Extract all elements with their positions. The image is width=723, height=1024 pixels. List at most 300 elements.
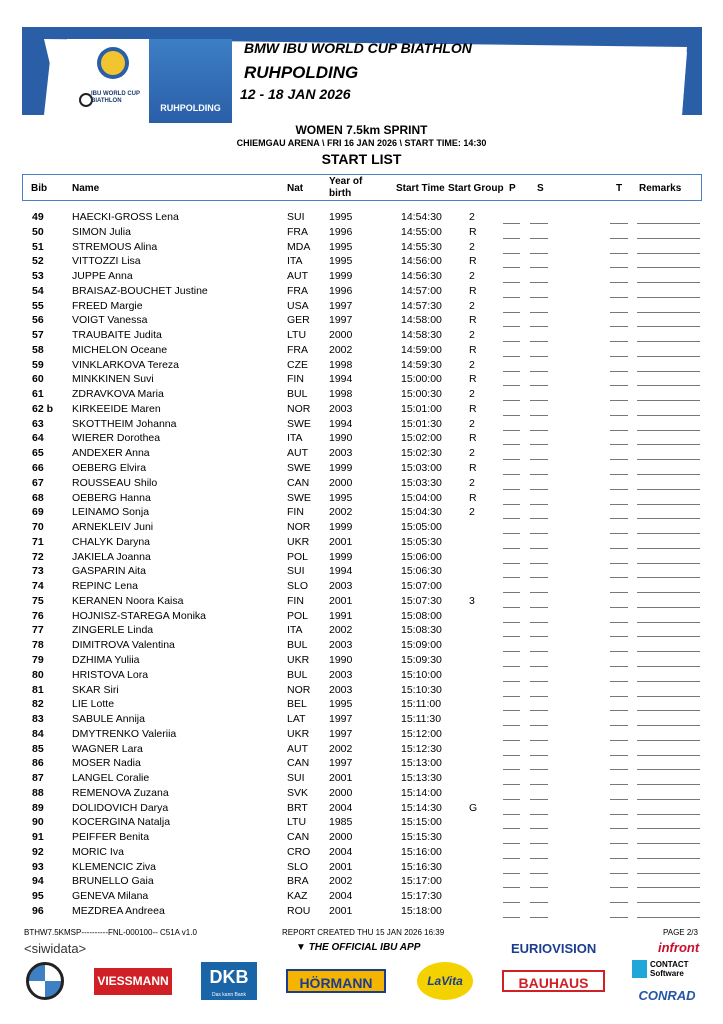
t-blank-line <box>610 917 628 918</box>
s-blank-line <box>530 858 548 859</box>
col-p: P <box>509 183 516 194</box>
p-blank-line <box>503 385 520 386</box>
t-blank-line <box>610 371 628 372</box>
table-row <box>0 669 723 684</box>
s-blank-line <box>530 636 548 637</box>
t-blank-line <box>610 887 628 888</box>
table-row <box>0 241 723 256</box>
table-row <box>0 388 723 403</box>
start-group-cell: 2 <box>469 447 475 460</box>
s-blank-line <box>530 326 548 327</box>
t-blank-line <box>610 622 628 623</box>
nat-cell: UKR <box>287 653 310 666</box>
start-time-cell: 15:17:00 <box>401 875 442 888</box>
s-blank-line <box>530 400 548 401</box>
remarks-blank-line <box>637 843 700 844</box>
table-row <box>0 359 723 374</box>
yob-cell: 1995 <box>329 255 353 268</box>
start-time-cell: 15:09:30 <box>401 653 442 666</box>
table-row <box>0 684 723 699</box>
col-remarks: Remarks <box>639 183 682 194</box>
t-blank-line <box>610 297 628 298</box>
nat-cell: POL <box>287 609 309 622</box>
p-blank-line <box>503 622 520 623</box>
nat-cell: SUI <box>287 565 305 578</box>
name-cell: FREED Margie <box>72 299 143 312</box>
remarks-blank-line <box>637 474 700 475</box>
bib-cell: 59 <box>32 358 44 371</box>
start-time-cell: 15:07:30 <box>401 594 442 607</box>
name-cell: DOLIDOVICH Darya <box>72 801 169 814</box>
start-time-cell: 15:11:30 <box>401 713 442 726</box>
p-blank-line <box>503 666 520 667</box>
p-blank-line <box>503 223 520 224</box>
nat-cell: LTU <box>287 816 307 829</box>
start-time-cell: 15:08:30 <box>401 624 442 637</box>
p-blank-line <box>503 267 520 268</box>
start-group-cell: 2 <box>469 270 475 283</box>
name-cell: VITTOZZI Lisa <box>72 255 141 268</box>
p-blank-line <box>503 533 520 534</box>
start-group-cell: 2 <box>469 358 475 371</box>
table-row <box>0 270 723 285</box>
bauhaus-logo: BAUHAUS <box>502 970 605 992</box>
p-blank-line <box>503 518 520 519</box>
remarks-blank-line <box>637 326 700 327</box>
remarks-blank-line <box>637 666 700 667</box>
ibu-app-logo <box>296 942 420 953</box>
start-group-cell: R <box>469 373 477 386</box>
nat-cell: SWE <box>287 417 311 430</box>
dkb-logo <box>201 962 257 1000</box>
p-blank-line <box>503 799 520 800</box>
start-time-cell: 15:12:00 <box>401 727 442 740</box>
nat-cell: LAT <box>287 713 306 726</box>
bib-cell: 84 <box>32 727 44 740</box>
start-time-cell: 14:57:00 <box>401 284 442 297</box>
table-row <box>0 624 723 639</box>
race-title: WOMEN 7.5km SPRINT <box>295 123 428 137</box>
t-blank-line <box>610 489 628 490</box>
viessmann-logo: VIESSMANN <box>94 968 172 995</box>
start-time-cell: 15:04:30 <box>401 506 442 519</box>
bib-cell: 92 <box>32 845 44 858</box>
s-blank-line <box>530 504 548 505</box>
start-time-cell: 14:59:30 <box>401 358 442 371</box>
bib-cell: 53 <box>32 270 44 283</box>
p-blank-line <box>503 740 520 741</box>
s-blank-line <box>530 887 548 888</box>
remarks-blank-line <box>637 253 700 254</box>
remarks-blank-line <box>637 563 700 564</box>
t-blank-line <box>610 282 628 283</box>
remarks-blank-line <box>637 902 700 903</box>
start-group-cell: 2 <box>469 299 475 312</box>
table-row <box>0 757 723 772</box>
t-blank-line <box>610 577 628 578</box>
name-cell: REPINC Lena <box>72 580 138 593</box>
yob-cell: 2000 <box>329 329 353 342</box>
nat-cell: FRA <box>287 343 308 356</box>
start-time-cell: 14:55:00 <box>401 225 442 238</box>
yob-cell: 2003 <box>329 402 353 415</box>
table-row <box>0 639 723 654</box>
table-row <box>0 743 723 758</box>
bib-cell: 91 <box>32 831 44 844</box>
p-blank-line <box>503 887 520 888</box>
name-cell: DIMITROVA Valentina <box>72 639 175 652</box>
yob-cell: 1999 <box>329 521 353 534</box>
s-blank-line <box>530 430 548 431</box>
p-blank-line <box>503 341 520 342</box>
col-nat: Nat <box>287 183 304 194</box>
remarks-blank-line <box>637 887 700 888</box>
remarks-blank-line <box>637 917 700 918</box>
p-blank-line <box>503 297 520 298</box>
s-blank-line <box>530 533 548 534</box>
remarks-blank-line <box>637 415 700 416</box>
s-blank-line <box>530 223 548 224</box>
t-blank-line <box>610 725 628 726</box>
p-blank-line <box>503 371 520 372</box>
t-blank-line <box>610 607 628 608</box>
start-time-cell: 15:10:30 <box>401 683 442 696</box>
conrad-logo: CONRAD <box>633 987 701 1005</box>
start-time-cell: 14:55:30 <box>401 240 442 253</box>
name-cell: OEBERG Elvira <box>72 462 147 475</box>
ibu-app-text: THE OFFICIAL IBU APP <box>308 942 421 953</box>
remarks-blank-line <box>637 873 700 874</box>
yob-cell: 2000 <box>329 786 353 799</box>
bib-cell: 78 <box>32 639 44 652</box>
bmw-logo <box>26 962 64 1000</box>
start-time-cell: 15:14:00 <box>401 786 442 799</box>
start-time-cell: 15:00:30 <box>401 388 442 401</box>
nat-cell: AUT <box>287 270 308 283</box>
start-time-cell: 15:10:00 <box>401 668 442 681</box>
start-time-cell: 15:08:00 <box>401 609 442 622</box>
nat-cell: AUT <box>287 742 308 755</box>
yob-cell: 2001 <box>329 535 353 548</box>
t-blank-line <box>610 253 628 254</box>
nat-cell: CZE <box>287 358 308 371</box>
start-time-cell: 15:03:30 <box>401 476 442 489</box>
s-blank-line <box>530 253 548 254</box>
nat-cell: UKR <box>287 727 310 740</box>
s-blank-line <box>530 622 548 623</box>
start-time-cell: 14:58:30 <box>401 329 442 342</box>
p-blank-line <box>503 755 520 756</box>
remarks-blank-line <box>637 400 700 401</box>
name-cell: VINKLARKOVA Tereza <box>72 358 179 371</box>
bib-cell: 86 <box>32 757 44 770</box>
ruhpolding-logo <box>149 39 232 123</box>
yob-cell: 2002 <box>329 343 353 356</box>
nat-cell: MDA <box>287 240 311 253</box>
start-group-cell: R <box>469 343 477 356</box>
table-row <box>0 816 723 831</box>
remarks-blank-line <box>637 681 700 682</box>
s-blank-line <box>530 297 548 298</box>
start-time-cell: 15:13:00 <box>401 757 442 770</box>
start-group-cell: R <box>469 225 477 238</box>
bib-cell: 54 <box>32 284 44 297</box>
remarks-blank-line <box>637 710 700 711</box>
s-blank-line <box>530 681 548 682</box>
s-blank-line <box>530 474 548 475</box>
start-time-cell: 15:12:30 <box>401 742 442 755</box>
s-blank-line <box>530 518 548 519</box>
s-blank-line <box>530 740 548 741</box>
nat-cell: NOR <box>287 402 311 415</box>
table-row <box>0 285 723 300</box>
yob-cell: 1999 <box>329 462 353 475</box>
bib-cell: 63 <box>32 417 44 430</box>
name-cell: ANDEXER Anna <box>72 447 150 460</box>
s-blank-line <box>530 696 548 697</box>
t-blank-line <box>610 799 628 800</box>
remarks-blank-line <box>637 636 700 637</box>
p-blank-line <box>503 504 520 505</box>
s-blank-line <box>530 312 548 313</box>
p-blank-line <box>503 725 520 726</box>
s-blank-line <box>530 651 548 652</box>
table-row <box>0 329 723 344</box>
name-cell: MINKKINEN Suvi <box>72 373 154 386</box>
name-cell: SIMON Julia <box>72 225 131 238</box>
yob-cell: 2004 <box>329 801 353 814</box>
start-time-cell: 14:56:00 <box>401 255 442 268</box>
p-blank-line <box>503 253 520 254</box>
start-time-cell: 15:02:00 <box>401 432 442 445</box>
t-blank-line <box>610 312 628 313</box>
start-time-cell: 15:02:30 <box>401 447 442 460</box>
start-time-cell: 15:01:00 <box>401 402 442 415</box>
remarks-blank-line <box>637 489 700 490</box>
name-cell: PEIFFER Benita <box>72 831 150 844</box>
bib-cell: 80 <box>32 668 44 681</box>
nat-cell: ITA <box>287 432 303 445</box>
remarks-blank-line <box>637 755 700 756</box>
bib-cell: 61 <box>32 388 44 401</box>
table-header <box>22 174 702 201</box>
nat-cell: FIN <box>287 373 304 386</box>
t-blank-line <box>610 696 628 697</box>
p-blank-line <box>503 326 520 327</box>
yob-cell: 1997 <box>329 713 353 726</box>
t-blank-line <box>610 843 628 844</box>
start-time-cell: 15:11:00 <box>401 698 442 711</box>
ibu-logo-text: IBU WORLD CUP BIATHLON <box>91 91 140 104</box>
remarks-blank-line <box>637 356 700 357</box>
bib-cell: 95 <box>32 890 44 903</box>
yob-cell: 2002 <box>329 875 353 888</box>
t-blank-line <box>610 400 628 401</box>
s-blank-line <box>530 563 548 564</box>
yob-cell: 1994 <box>329 565 353 578</box>
eurovision-logo: EURIOVISION <box>511 941 597 956</box>
remarks-blank-line <box>637 341 700 342</box>
yob-cell: 1998 <box>329 358 353 371</box>
start-time-cell: 15:16:00 <box>401 845 442 858</box>
name-cell: OEBERG Hanna <box>72 491 151 504</box>
t-blank-line <box>610 681 628 682</box>
table-row <box>0 610 723 625</box>
yob-cell: 2002 <box>329 742 353 755</box>
col-start-group: Start Group <box>448 183 504 194</box>
yob-cell: 1999 <box>329 550 353 563</box>
yob-cell: 1990 <box>329 653 353 666</box>
yob-cell: 1991 <box>329 609 353 622</box>
bib-cell: 74 <box>32 580 44 593</box>
name-cell: ARNEKLEIV Juni <box>72 521 154 534</box>
nat-cell: SLO <box>287 860 309 873</box>
remarks-blank-line <box>637 784 700 785</box>
remarks-blank-line <box>637 504 700 505</box>
table-row <box>0 905 723 920</box>
bib-cell: 50 <box>32 225 44 238</box>
nat-cell: BUL <box>287 388 308 401</box>
bib-cell: 87 <box>32 772 44 785</box>
bib-cell: 96 <box>32 904 44 917</box>
start-time-cell: 15:04:00 <box>401 491 442 504</box>
col-start-time: Start Time <box>396 183 445 194</box>
remarks-blank-line <box>637 696 700 697</box>
remarks-blank-line <box>637 312 700 313</box>
nat-cell: SUI <box>287 211 305 223</box>
t-blank-line <box>610 769 628 770</box>
s-blank-line <box>530 666 548 667</box>
name-cell: KLEMENCIC Ziva <box>72 860 157 873</box>
t-blank-line <box>610 636 628 637</box>
s-blank-line <box>530 444 548 445</box>
p-blank-line <box>503 489 520 490</box>
bib-cell: 73 <box>32 565 44 578</box>
bib-cell: 67 <box>32 476 44 489</box>
name-cell: SABULE Annija <box>72 713 145 726</box>
col-bib: Bib <box>31 183 48 194</box>
bib-cell: 68 <box>32 491 44 504</box>
table-row <box>0 373 723 388</box>
t-blank-line <box>610 238 628 239</box>
yob-cell: 2002 <box>329 624 353 637</box>
name-cell: MEZDREA Andreea <box>72 904 165 917</box>
s-blank-line <box>530 267 548 268</box>
t-blank-line <box>610 563 628 564</box>
start-time-cell: 15:15:00 <box>401 816 442 829</box>
table-row <box>0 536 723 551</box>
s-blank-line <box>530 843 548 844</box>
yob-cell: 1995 <box>329 698 353 711</box>
t-blank-line <box>610 666 628 667</box>
t-blank-line <box>610 858 628 859</box>
name-cell: REMENOVA Zuzana <box>72 786 169 799</box>
t-blank-line <box>610 755 628 756</box>
event-title: BMW IBU WORLD CUP BIATHLON <box>244 40 472 56</box>
p-blank-line <box>503 282 520 283</box>
nat-cell: BUL <box>287 668 308 681</box>
table-row <box>0 506 723 521</box>
p-blank-line <box>503 681 520 682</box>
table-row <box>0 492 723 507</box>
name-cell: DMYTRENKO Valeriia <box>72 727 177 740</box>
s-blank-line <box>530 828 548 829</box>
nat-cell: UKR <box>287 535 310 548</box>
remarks-blank-line <box>637 799 700 800</box>
p-blank-line <box>503 843 520 844</box>
yob-cell: 1997 <box>329 727 353 740</box>
table-row <box>0 787 723 802</box>
table-row <box>0 300 723 315</box>
bib-cell: 57 <box>32 329 44 342</box>
p-blank-line <box>503 444 520 445</box>
name-cell: HRISTOVA Lora <box>72 668 149 681</box>
yob-cell: 2003 <box>329 683 353 696</box>
table-row <box>0 403 723 418</box>
ibu-world-cup-logo <box>67 39 149 123</box>
t-blank-line <box>610 533 628 534</box>
nat-cell: GER <box>287 314 310 327</box>
s-blank-line <box>530 548 548 549</box>
yob-cell: 1997 <box>329 757 353 770</box>
start-list-rows <box>0 211 723 920</box>
yob-cell: 1999 <box>329 270 353 283</box>
bib-cell: 90 <box>32 816 44 829</box>
start-time-cell: 15:14:30 <box>401 801 442 814</box>
nat-cell: NOR <box>287 521 311 534</box>
p-blank-line <box>503 636 520 637</box>
yob-cell: 1997 <box>329 314 353 327</box>
table-row <box>0 447 723 462</box>
name-cell: HAECKI-GROSS Lena <box>72 211 179 223</box>
start-group-cell: 3 <box>469 594 475 607</box>
p-blank-line <box>503 548 520 549</box>
s-blank-line <box>530 592 548 593</box>
table-row <box>0 521 723 536</box>
remarks-blank-line <box>637 814 700 815</box>
t-blank-line <box>610 385 628 386</box>
event-city: RUHPOLDING <box>244 63 359 82</box>
t-blank-line <box>610 740 628 741</box>
t-blank-line <box>610 223 628 224</box>
s-blank-line <box>530 710 548 711</box>
nat-cell: CAN <box>287 831 310 844</box>
s-blank-line <box>530 814 548 815</box>
start-group-cell: R <box>469 255 477 268</box>
yob-cell: 2001 <box>329 860 353 873</box>
name-cell: BRUNELLO Gaia <box>72 875 154 888</box>
nat-cell: FIN <box>287 506 304 519</box>
remarks-blank-line <box>637 769 700 770</box>
table-row <box>0 418 723 433</box>
nat-cell: ITA <box>287 255 303 268</box>
start-time-cell: 14:57:30 <box>401 299 442 312</box>
start-group-cell: 2 <box>469 211 475 223</box>
infront-logo: infront <box>658 940 700 955</box>
col-name: Name <box>72 183 100 194</box>
p-blank-line <box>503 873 520 874</box>
name-cell: ROUSSEAU Shilo <box>72 476 158 489</box>
p-blank-line <box>503 356 520 357</box>
remarks-blank-line <box>637 282 700 283</box>
p-blank-line <box>503 400 520 401</box>
s-blank-line <box>530 902 548 903</box>
yob-cell: 2002 <box>329 506 353 519</box>
start-group-cell: 2 <box>469 240 475 253</box>
start-time-cell: 15:01:30 <box>401 417 442 430</box>
table-row <box>0 802 723 817</box>
nat-cell: CAN <box>287 476 310 489</box>
